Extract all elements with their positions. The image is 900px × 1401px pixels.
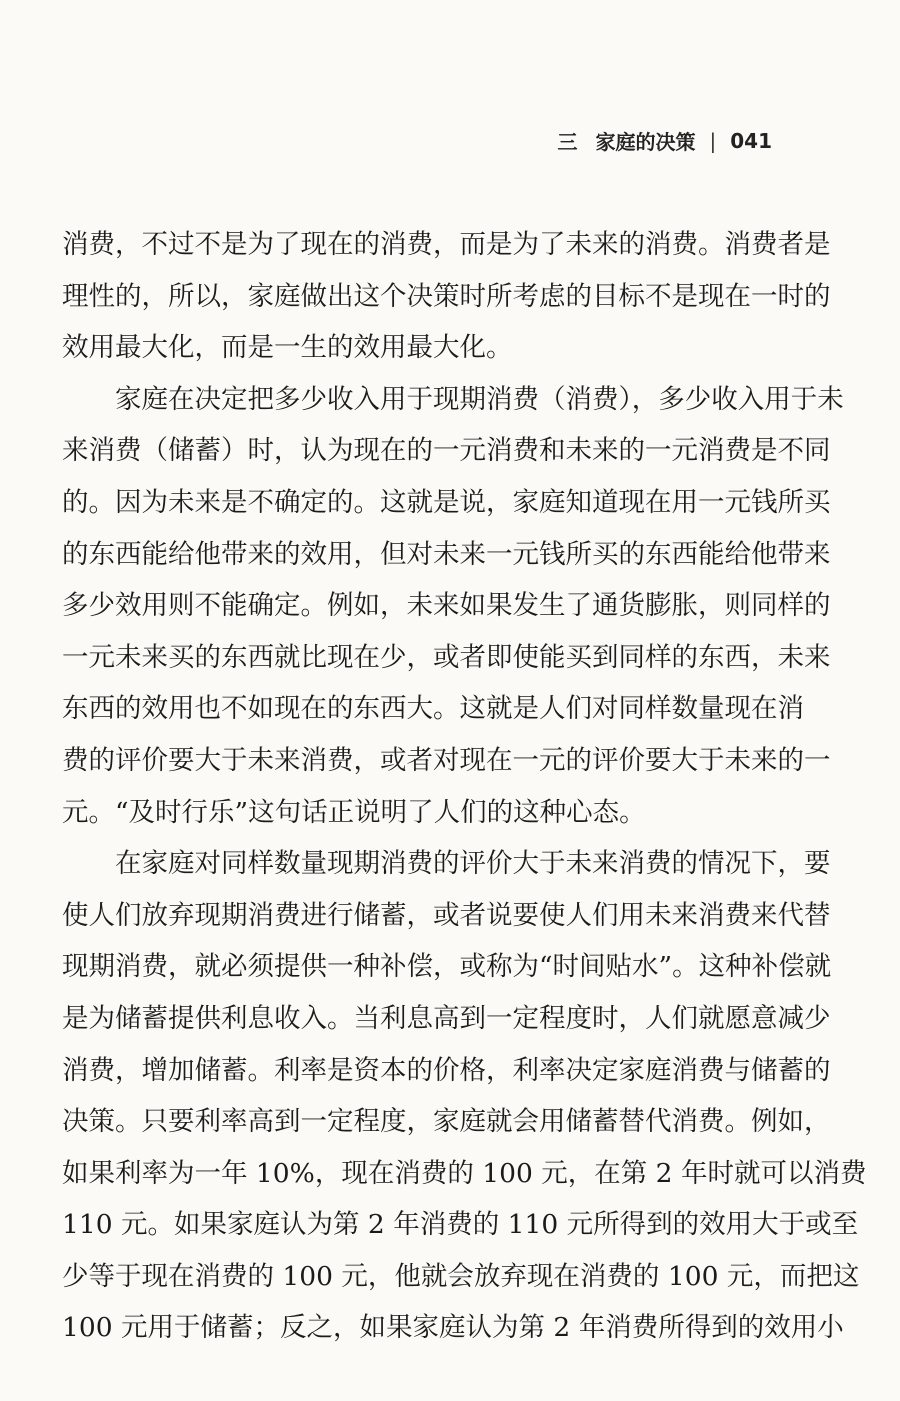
text-line: 决策。只要利率高到一定程度，家庭就会用储蓄替代消费。例如， xyxy=(62,1106,831,1138)
text-line: 100 元用于储蓄；反之，如果家庭认为第 2 年消费所得到的效用小 xyxy=(62,1312,844,1344)
paragraph xyxy=(62,222,831,377)
text-line: 一元未来买的东西就比现在少，或者即使能买到同样的东西，未来 xyxy=(62,641,831,673)
text-line: 是为储蓄提供利息收入。当利息高到一定程度时，人们就愿意减少 xyxy=(62,1002,831,1034)
text-line: 的东西能给他带来的效用，但对未来一元钱所买的东西能给他带来 xyxy=(62,538,831,570)
text-line: 消费，增加储蓄。利率是资本的价格，利率决定家庭消费与储蓄的 xyxy=(62,1054,831,1086)
text-line: 少等于现在消费的 100 元，他就会放弃现在消费的 100 元，而把这 xyxy=(62,1260,860,1292)
text-line: 家庭在决定把多少收入用于现期消费（消费），多少收入用于未 xyxy=(115,383,844,415)
text-line: 费的评价要大于未来消费，或者对现在一元的评价要大于未来的一 xyxy=(62,744,831,776)
text-line: 来消费（储蓄）时，认为现在的一元消费和未来的一元消费是不同 xyxy=(62,435,831,467)
text-line: 在家庭对同样数量现期消费的评价大于未来消费的情况下，要 xyxy=(115,848,831,880)
text-line: 多少效用则不能确定。例如，未来如果发生了通货膨胀，则同样的 xyxy=(62,590,831,622)
body-text xyxy=(62,222,867,1357)
text-line: 元。“及时行乐”这句话正说明了人们的这种心态。 xyxy=(62,796,646,828)
text-line: 110 元。如果家庭认为第 2 年消费的 110 元所得到的效用大于或至 xyxy=(62,1209,859,1241)
text-line: 的。因为未来是不确定的。这就是说，家庭知道现在用一元钱所买 xyxy=(62,486,831,518)
header-separator: | xyxy=(709,128,717,153)
text-line: 消费，不过不是为了现在的消费，而是为了未来的消费。消费者是 xyxy=(62,229,831,260)
text-line: 使人们放弃现期消费进行储蓄，或者说要使人们用未来消费来代替 xyxy=(62,899,831,931)
paragraph xyxy=(62,841,867,1357)
text-line: 效用最大化，而是一生的效用最大化。 xyxy=(62,332,513,364)
text-line: 如果利率为一年 10%，现在消费的 100 元，在第 2 年时就可以消费 xyxy=(62,1157,867,1189)
chapter-number: 三 xyxy=(557,130,578,154)
text-line: 东西的效用也不如现在的东西大。这就是人们对同样数量现在消 xyxy=(62,693,804,725)
chapter-title: 家庭的决策 xyxy=(595,130,696,154)
paragraph xyxy=(62,377,844,841)
running-header xyxy=(558,126,773,155)
text-line: 现期消费，就必须提供一种补偿，或称为“时间贴水”。这种补偿就 xyxy=(62,951,832,983)
page-number: 041 xyxy=(730,128,772,153)
text-line: 理性的，所以，家庭做出这个决策时所考虑的目标不是现在一时的 xyxy=(62,280,831,312)
